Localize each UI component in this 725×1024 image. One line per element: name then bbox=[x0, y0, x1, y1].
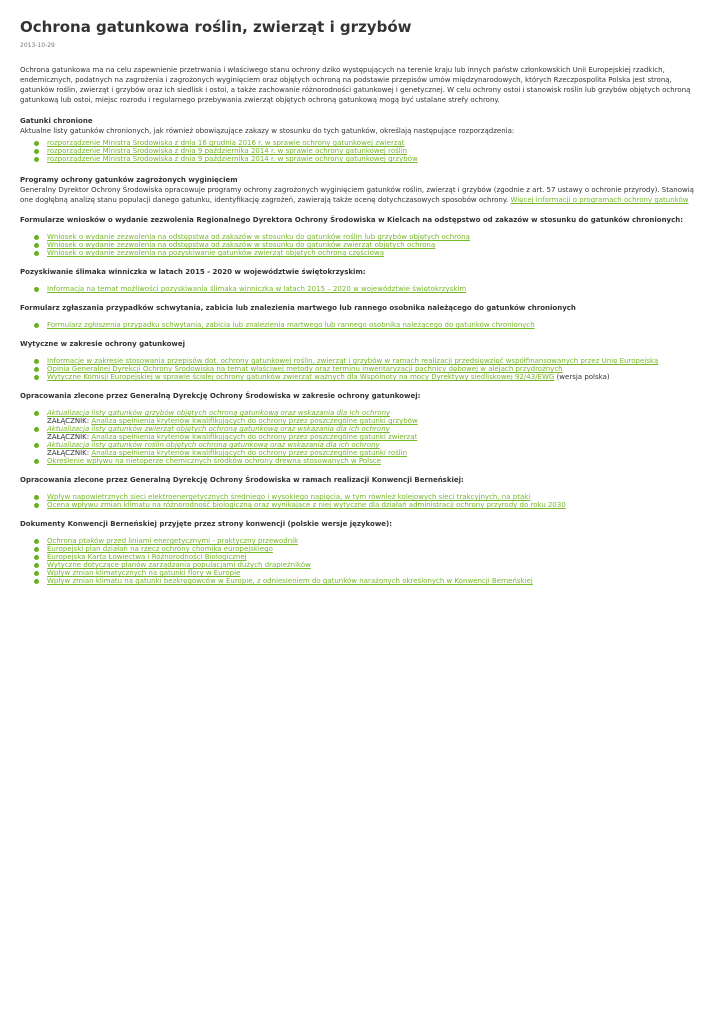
wytyczne-list bbox=[20, 357, 705, 381]
dokument-link-0[interactable]: Ochrona ptaków przed liniami energetycznymi - praktyczny przewodnik bbox=[47, 537, 299, 545]
section-gatunki bbox=[20, 116, 705, 163]
section-heading-gatunki: Gatunki chronione bbox=[20, 117, 93, 125]
list-item bbox=[47, 577, 705, 585]
regulation-link-grzyby[interactable]: rozporządzenie Ministra Środowiska z dnia 9 października 2014 r. w sprawie ochrony gatunkowej grzybów bbox=[47, 155, 418, 163]
list-item bbox=[47, 425, 705, 441]
list-item bbox=[47, 569, 705, 577]
dokument-link-1[interactable]: Europejski plan działań na rzecz ochrony chomika europejskiego bbox=[47, 545, 273, 553]
attachment-link-grzyby[interactable]: Analiza spełnienia kryteriów kwalifikujących do ochrony przez poszczególne gatunki grzybów bbox=[91, 417, 418, 425]
section-heading-opracowania: Opracowania zlecone przez Generalną Dyrekcję Ochrony Środowiska w zakresie ochrony gatunkowej: bbox=[20, 392, 421, 400]
list-item bbox=[47, 357, 705, 365]
dokumenty-list bbox=[20, 537, 705, 585]
dokument-link-5[interactable]: Wpływ zmian klimatu na gatunki bezkręgowców w Europie, z odniesieniem do gatunków narażonych określonych w Konwencji Berneńskiej bbox=[47, 577, 533, 585]
section-heading-dokumenty: Dokumenty Konwencji Berneńskiej przyjęte przez strony konwencji (polskie wersje językowe): bbox=[20, 520, 393, 528]
berno-link-ptaki[interactable]: Wpływ napowietrznych sieci elektroenergetycznych średniego i wysokiego napięcia, w tym również kolejowych sieci trakcyjnych, na ptaki bbox=[47, 493, 531, 501]
list-item bbox=[47, 493, 705, 501]
wniosek-link-pozyskiwanie[interactable]: Wniosek o wydanie zezwolenia na pozyskiwanie gatunków zwierząt objętych ochroną częściową bbox=[47, 249, 385, 257]
dokument-link-4[interactable]: Wpływ zmian klimatycznych na gatunki flory w Europie bbox=[47, 569, 241, 577]
wytyczne-link-komisja[interactable]: Wytyczne Komisji Europejskiej w sprawie ścisłej ochrony gatunków zwierząt ważnych dla Wspólnoty na mocy Dyrektywy siedliskowej 92/43/EWG bbox=[47, 373, 555, 381]
list-item bbox=[47, 441, 705, 457]
section-heading-programy: Programy ochrony gatunków zagrożonych wyginięciem bbox=[20, 176, 238, 184]
attachment-label: ZAŁĄCZNIK: bbox=[47, 449, 92, 457]
intro-paragraph: Ochrona gatunkowa ma na celu zapewnienie przetrwania i właściwego stanu ochrony dziko występujących na terenie kraju lub innych państw członkowskich Unii Europejskiej rzadkich, endemicznych, podatnych na zagrożenia i zagrożonych wyginięciem oraz objętych ochroną na podstawie przepisów umów międzynarodowych, których Rzeczpospolita Polska jest stroną, gatunków roślin, zwierząt i grzybów oraz ich siedlisk i ostoi, a także zachowanie różnorodności gatunkowej i genetycznej. W celu ochrony ostoi i stanowisk roślin lub grzybów objętych ochroną gatunkową lub ostoi, miejsc rozrodu i regularnego przebywania zwierząt objętych ochroną gatunkową mogą być ustalane strefy ochrony. bbox=[20, 66, 691, 104]
slimak-info-link[interactable]: Informacja na temat możliwości pozyskiwania ślimaka winniczka w latach 2015 – 2020 w województwie świętokrzyskim bbox=[47, 285, 467, 293]
regulation-list bbox=[20, 139, 705, 163]
section-programy bbox=[20, 175, 705, 205]
berno-list bbox=[20, 493, 705, 509]
list-item bbox=[47, 457, 705, 465]
zgloszenie-form-link[interactable]: Formularz zgłoszenia przypadku schwytania, zabicia lub znalezienia martwego lub rannego osobnika należącego do gatunków chronionych bbox=[47, 321, 535, 329]
list-item bbox=[47, 373, 705, 381]
opracowanie-link-grzyby[interactable]: Aktualizacja listy gatunków grzybów objętych ochroną gatunkową oraz wskazania dla ich ochrony bbox=[47, 409, 391, 417]
programy-more-link[interactable]: Więcej informacji o programach ochrony gatunków bbox=[510, 196, 689, 204]
wytyczne-link-pachnica[interactable]: Opinia Generalnej Dyrekcji Ochrony Środowiska na temat właściwej metody oraz terminu inwentaryzacji pachnicy dębowej w alejach przydrożnych bbox=[47, 365, 563, 373]
list-item bbox=[47, 501, 705, 509]
list-item bbox=[47, 285, 705, 293]
section-heading-formularze: Formularze wniosków o wydanie zezwolenia Regionalnego Dyrektora Ochrony Środowiska w Kielcach na odstępstwo od zakazów w stosunku do gatunków chronionych: bbox=[20, 216, 684, 224]
section-heading-wytyczne: Wytyczne w zakresie ochrony gatunkowej bbox=[20, 340, 186, 348]
list-item bbox=[47, 155, 705, 163]
list-item bbox=[47, 241, 705, 249]
nietoperze-link[interactable]: Określenie wpływu na nietoperze chemicznych środków ochrony drewna stosowanych w Polsce bbox=[47, 457, 381, 465]
dokument-link-3[interactable]: Wytyczne dotyczące planów zarządzania populacjami dużych drapieżników bbox=[47, 561, 311, 569]
list-item bbox=[47, 561, 705, 569]
list-item bbox=[47, 321, 705, 329]
zgloszenia-list bbox=[20, 321, 705, 329]
list-item bbox=[47, 147, 705, 155]
opracowanie-link-zwierzeta[interactable]: Aktualizacja listy gatunków zwierząt objętych ochroną gatunkową oraz wskazania dla ich ochrony bbox=[47, 425, 390, 433]
attachment-label: ZAŁĄCZNIK: bbox=[47, 433, 92, 441]
list-item bbox=[47, 545, 705, 553]
berno-link-klimat[interactable]: Ocena wpływu zmian klimatu na różnorodność biologiczną oraz wynikające z niej wytyczne dla działań administracji ochrony przyrody do roku 2030 bbox=[47, 501, 566, 509]
wytyczne-link-ue[interactable]: Informacje w zakresie stosowania przepisów dot. ochrony gatunkowej roślin, zwierząt i grzybów w ramach realizacji przedsięwzięć współfinansowanych przez Unię Europejską bbox=[47, 357, 659, 365]
wniosek-link-zwierzeta[interactable]: Wniosek o wydanie zezwolenia na odstępstwa od zakazów w stosunku do gatunków zwierząt objętych ochroną bbox=[47, 241, 436, 249]
list-item bbox=[47, 553, 705, 561]
page-title: Ochrona gatunkowa roślin, zwierząt i grzybów bbox=[20, 18, 412, 36]
regulation-link-zwierzeta[interactable]: rozporządzenie Ministra Środowiska z dnia 16 grudnia 2016 r. w sprawie ochrony gatunkowej zwierząt bbox=[47, 139, 405, 147]
section-heading-zgloszenia: Formularz zgłaszania przypadków schwytania, zabicia lub znalezienia martwego lub rannego osobnika należącego do gatunków chronionych bbox=[20, 304, 576, 312]
formularze-list bbox=[20, 233, 705, 257]
publish-date: 2013-10-29 bbox=[20, 42, 55, 49]
slimak-list bbox=[20, 285, 705, 293]
list-item bbox=[47, 365, 705, 373]
list-item bbox=[47, 537, 705, 545]
section-heading-slimak: Pozyskiwanie ślimaka winniczka w latach 2015 - 2020 w województwie świętokrzyskim: bbox=[20, 268, 366, 276]
list-item bbox=[47, 139, 705, 147]
attachment-label: ZAŁĄCZNIK: bbox=[47, 417, 92, 425]
section-heading-berno: Opracowania zlecone przez Generalną Dyrekcję Ochrony Środowiska w ramach realizacji Konwencji Berneńskiej: bbox=[20, 476, 464, 484]
regulation-link-rosliny[interactable]: rozporządzenie Ministra Środowiska z dnia 9 października 2014 r. w sprawie ochrony gatunkowej roślin bbox=[47, 147, 408, 155]
section-text-programy bbox=[20, 185, 705, 205]
attachment-link-zwierzeta[interactable]: Analiza spełnienia kryteriów kwalifikujących do ochrony przez poszczególne gatunki zwierząt bbox=[91, 433, 418, 441]
attachment-link-rosliny[interactable]: Analiza spełnienia kryteriów kwalifikujących do ochrony przez poszczególne gatunki roślin bbox=[91, 449, 408, 457]
dokument-link-2[interactable]: Europejska Karta Łowiectwa i Różnorodności Biologicznej bbox=[47, 553, 247, 561]
version-note: (wersja polska) bbox=[554, 373, 610, 381]
section-text-gatunki: Aktualne listy gatunków chronionych, jak również obowiązujące zakazy w stosunku do tych gatunków, określają następujące rozporządzenia: bbox=[20, 127, 515, 135]
opracowanie-link-rosliny[interactable]: Aktualizacja listy gatunków roślin objętych ochroną gatunkową oraz wskazania dla ich ochrony bbox=[47, 441, 380, 449]
list-item bbox=[47, 233, 705, 241]
list-item bbox=[47, 249, 705, 257]
programy-text: Generalny Dyrektor Ochrony Środowiska opracowuje programy ochrony zagrożonych wyginięciem gatunków roślin, zwierząt i grzybów (zgodnie z art. 57 ustawy o ochronie przyrody). Stanowią one dogłębną analizę stanu populacji danego gatunku, identyfikację zagrożeń, zawierają także ocenę dotychczasowych sposobów ochrony. bbox=[20, 186, 694, 204]
list-item bbox=[47, 409, 705, 425]
opracowania-list bbox=[20, 409, 705, 465]
wniosek-link-rosliny[interactable]: Wniosek o wydanie zezwolenia na odstępstwa od zakazów w stosunku do gatunków roślin lub grzybów objętych ochroną bbox=[47, 233, 470, 241]
